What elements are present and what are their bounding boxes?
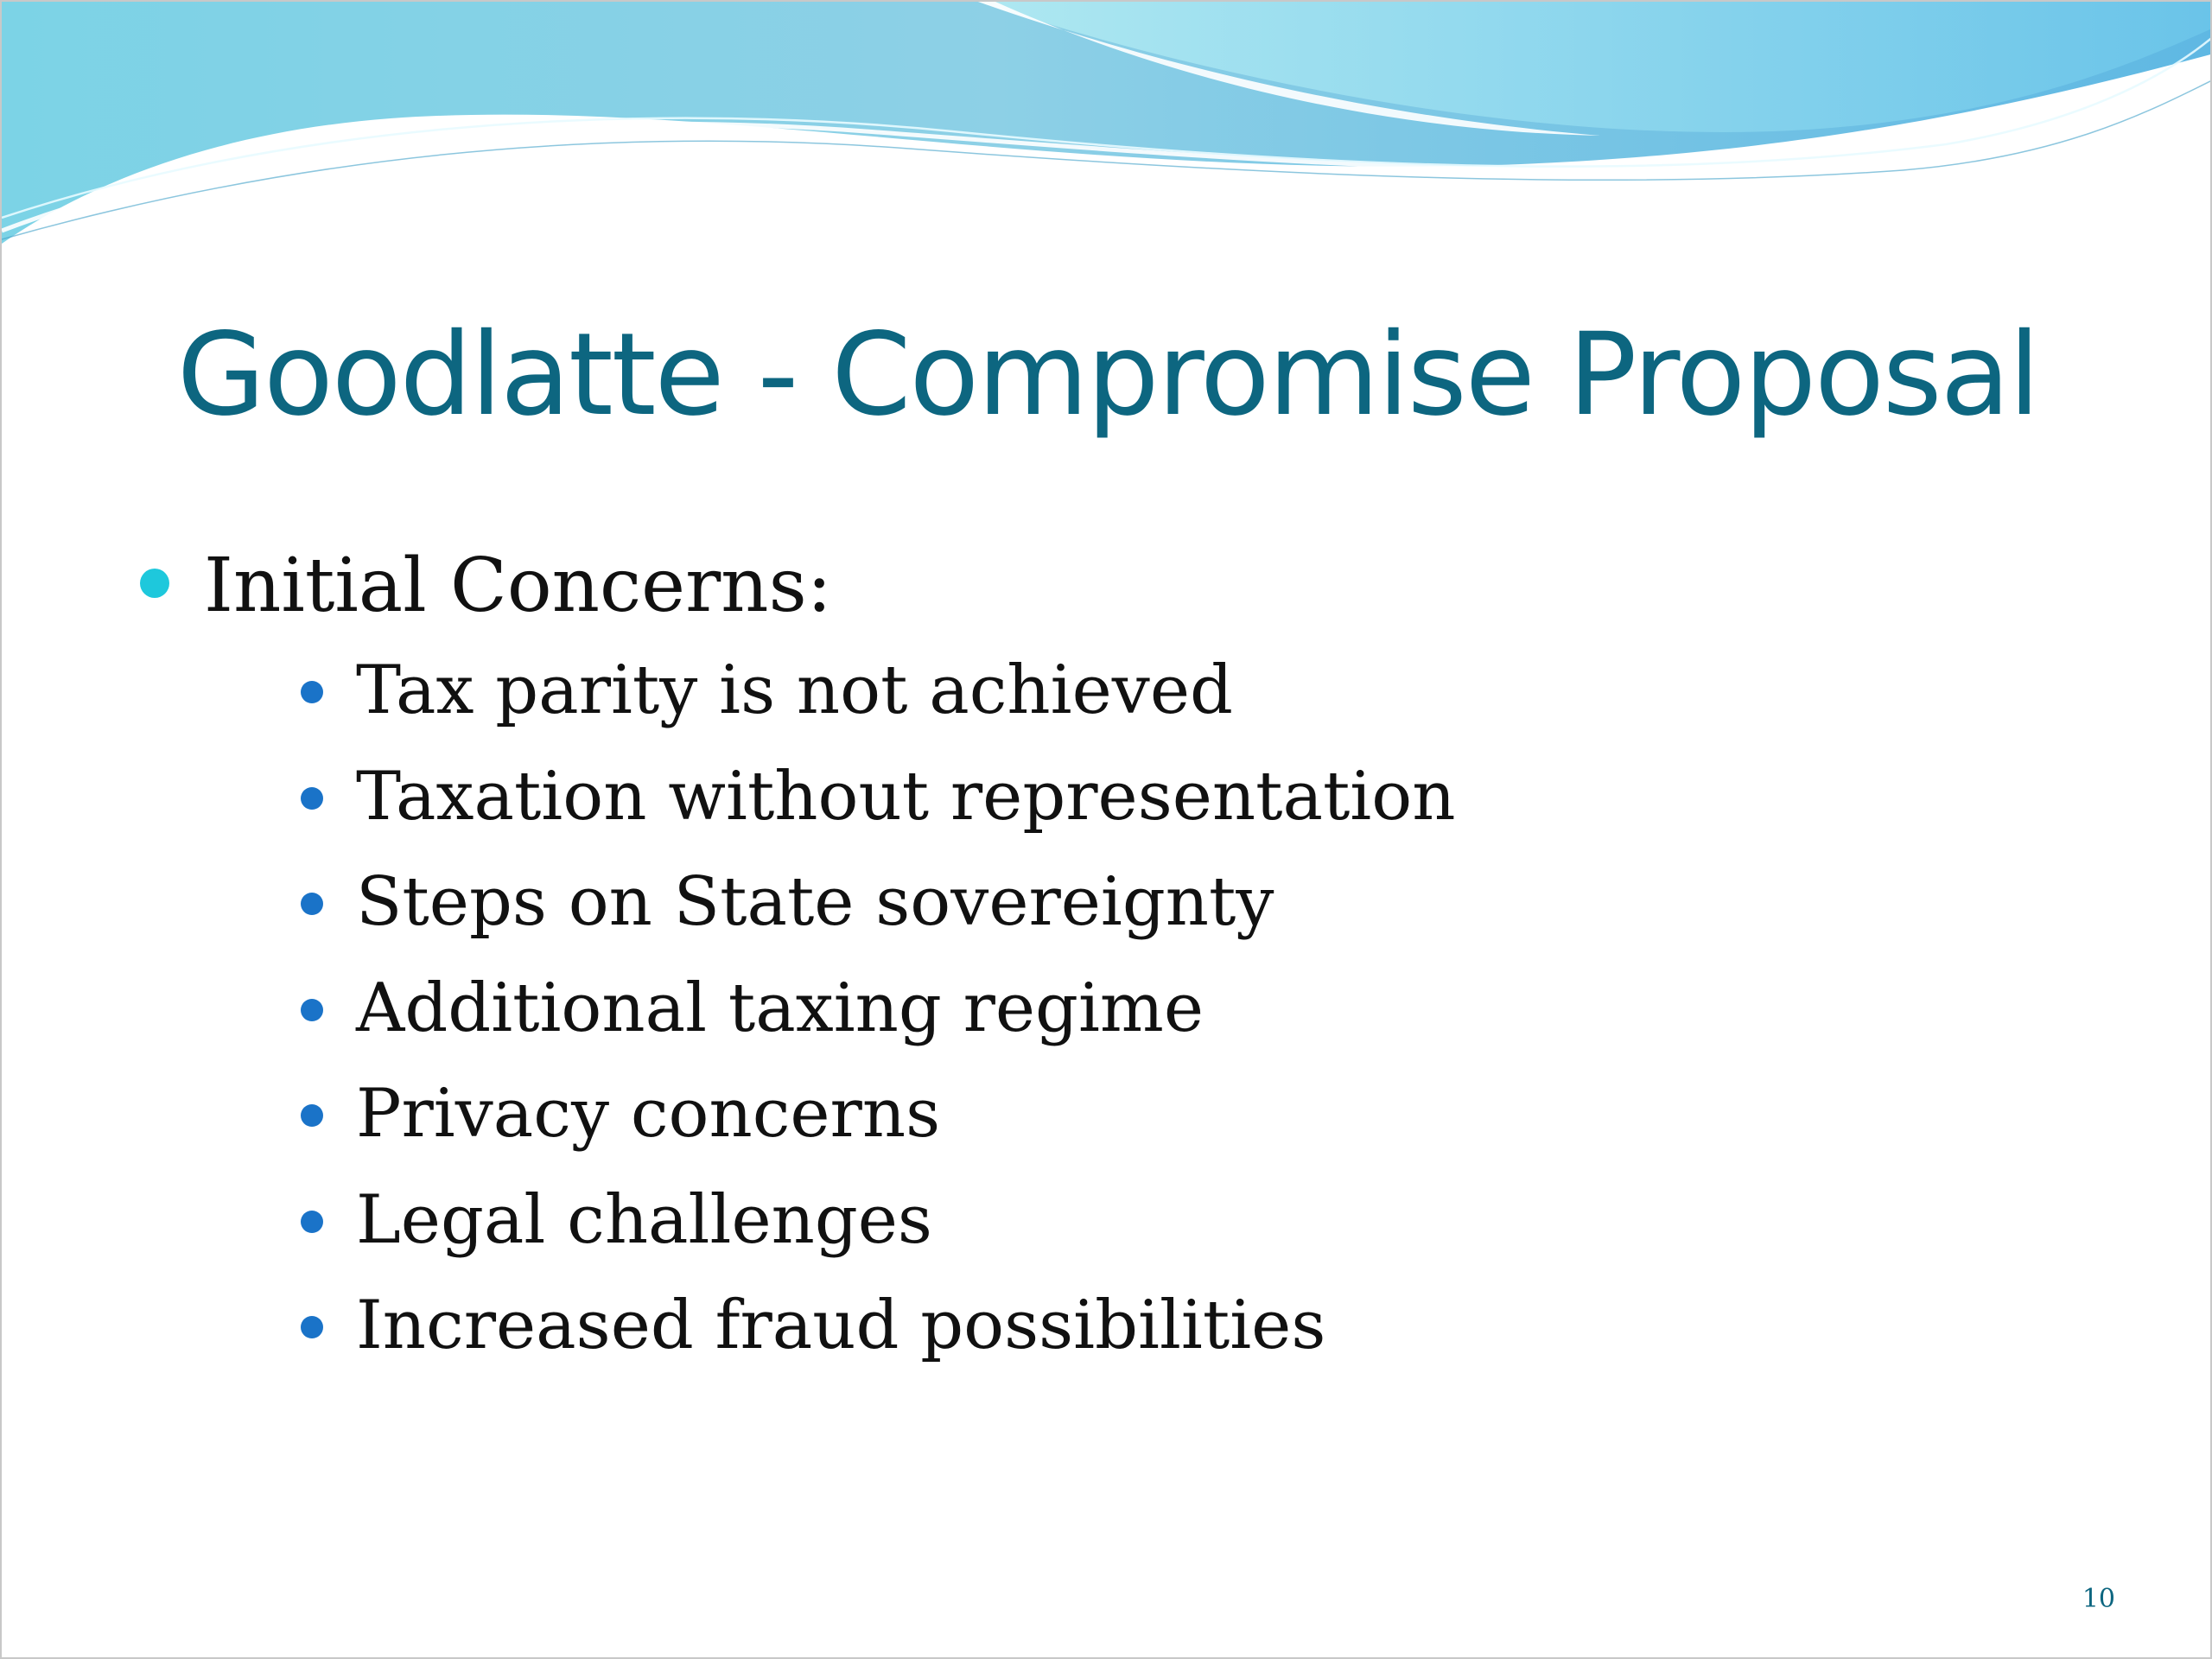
list-item-text: Privacy concerns: [356, 1075, 941, 1153]
level1-bullet-icon: [140, 569, 169, 598]
level2-bullet-icon: [301, 893, 323, 915]
list-item-text: Initial Concerns:: [204, 543, 832, 629]
level2-bullet-icon: [301, 1104, 323, 1127]
list-item-text: Tax parity is not achieved: [356, 652, 1233, 729]
level2-bullet-icon: [301, 1316, 323, 1338]
list-item-text: Steps on State sovereignty: [356, 863, 1274, 941]
list-item: [204, 1167, 2126, 1274]
page-number: 10: [2082, 1584, 2115, 1614]
slide-title: Goodlatte - Compromise Proposal: [176, 308, 2039, 442]
list-item: [204, 744, 2126, 850]
list-item-text: Increased fraud possibilities: [356, 1287, 1326, 1364]
level2-bullet-icon: [301, 999, 323, 1021]
level2-bullet-icon: [301, 1211, 323, 1233]
level2-bullet-icon: [301, 681, 323, 703]
list-item: [204, 1061, 2126, 1167]
list-item: [204, 638, 2126, 744]
list-item: [204, 956, 2126, 1062]
bullet-list: [138, 537, 2126, 1379]
sub-bullet-list: [204, 638, 2126, 1379]
list-item-text: Additional taxing regime: [356, 969, 1205, 1047]
header-wave-decoration: [2, 2, 2212, 261]
list-item: [204, 849, 2126, 956]
level2-bullet-icon: [301, 787, 323, 810]
list-item-text: Legal challenges: [356, 1180, 932, 1259]
list-item: [204, 1273, 2126, 1379]
list-item-initial-concerns: [138, 537, 2126, 1379]
list-item-text: Taxation without representation: [356, 757, 1456, 836]
